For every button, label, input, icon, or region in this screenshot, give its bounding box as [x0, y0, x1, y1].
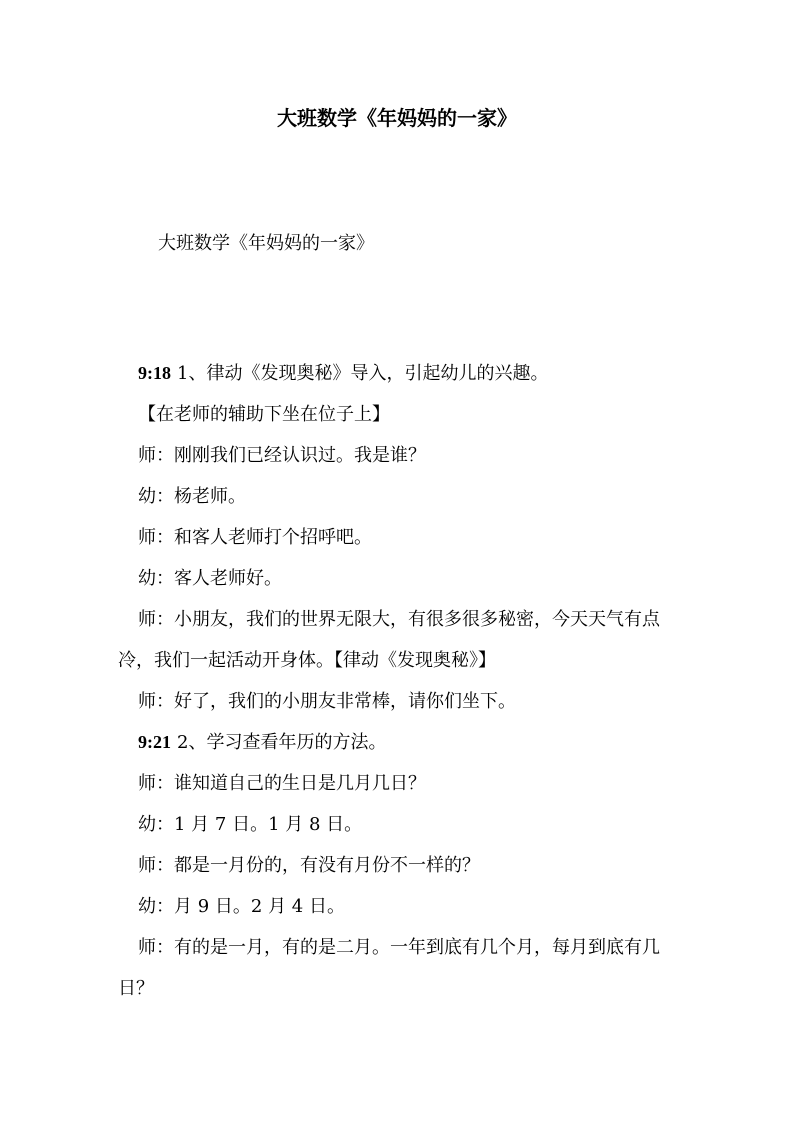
paragraph: [118, 722, 678, 763]
paragraph-text: 师：谁知道自己的生日是几月几日？: [138, 773, 426, 794]
paragraph-text: 【在老师的辅助下坐在位子上】: [138, 404, 390, 425]
paragraph-text: 1、律动《发现奥秘》导入，引起幼儿的兴趣。: [177, 363, 549, 384]
paragraph: [118, 353, 678, 394]
timestamp: 9:18: [138, 363, 171, 383]
paragraph: [118, 804, 678, 845]
paragraph: [118, 476, 678, 517]
paragraph-text: 幼：杨老师。: [138, 486, 246, 507]
document-title: 大班数学《年妈妈的一家》: [277, 106, 517, 130]
paragraph-text: 师：都是一月份的，有没有月份不一样的？: [138, 855, 480, 876]
paragraph-text: 2、学习查看年历的方法。: [177, 732, 387, 753]
paragraph-text: 师：小朋友，我们的世界无限大，有很多很多秘密，今天天气有点冷，我们一起活动开身体。【律动《发现奥秘》】: [118, 609, 660, 671]
paragraph-text: 幼：1 月 7 日。1 月 8 日。: [138, 814, 363, 835]
paragraph: [118, 681, 678, 722]
paragraph-text: 幼：月 9 日。2 月 4 日。: [138, 896, 345, 917]
paragraph: [118, 599, 678, 681]
timestamp: 9:21: [138, 732, 171, 752]
paragraph-text: 幼：客人老师好。: [138, 568, 282, 589]
paragraph: [118, 886, 678, 927]
paragraph: [118, 845, 678, 886]
paragraph-text: 师：和客人老师打个招呼吧。: [138, 527, 372, 548]
paragraph: [118, 435, 678, 476]
paragraph: [118, 517, 678, 558]
document-body: [118, 353, 678, 1009]
paragraph-text: 师：刚刚我们已经认识过。我是谁？: [138, 445, 426, 466]
paragraph-text: 师：有的是一月，有的是二月。一年到底有几个月，每月到底有几日？: [118, 937, 660, 999]
paragraph: [118, 558, 678, 599]
paragraph-text: 师：好了，我们的小朋友非常棒，请你们坐下。: [138, 691, 516, 712]
paragraph: [118, 394, 678, 435]
paragraph: [118, 927, 678, 1009]
document-subtitle: 大班数学《年妈妈的一家》: [158, 233, 374, 254]
paragraph: [118, 763, 678, 804]
